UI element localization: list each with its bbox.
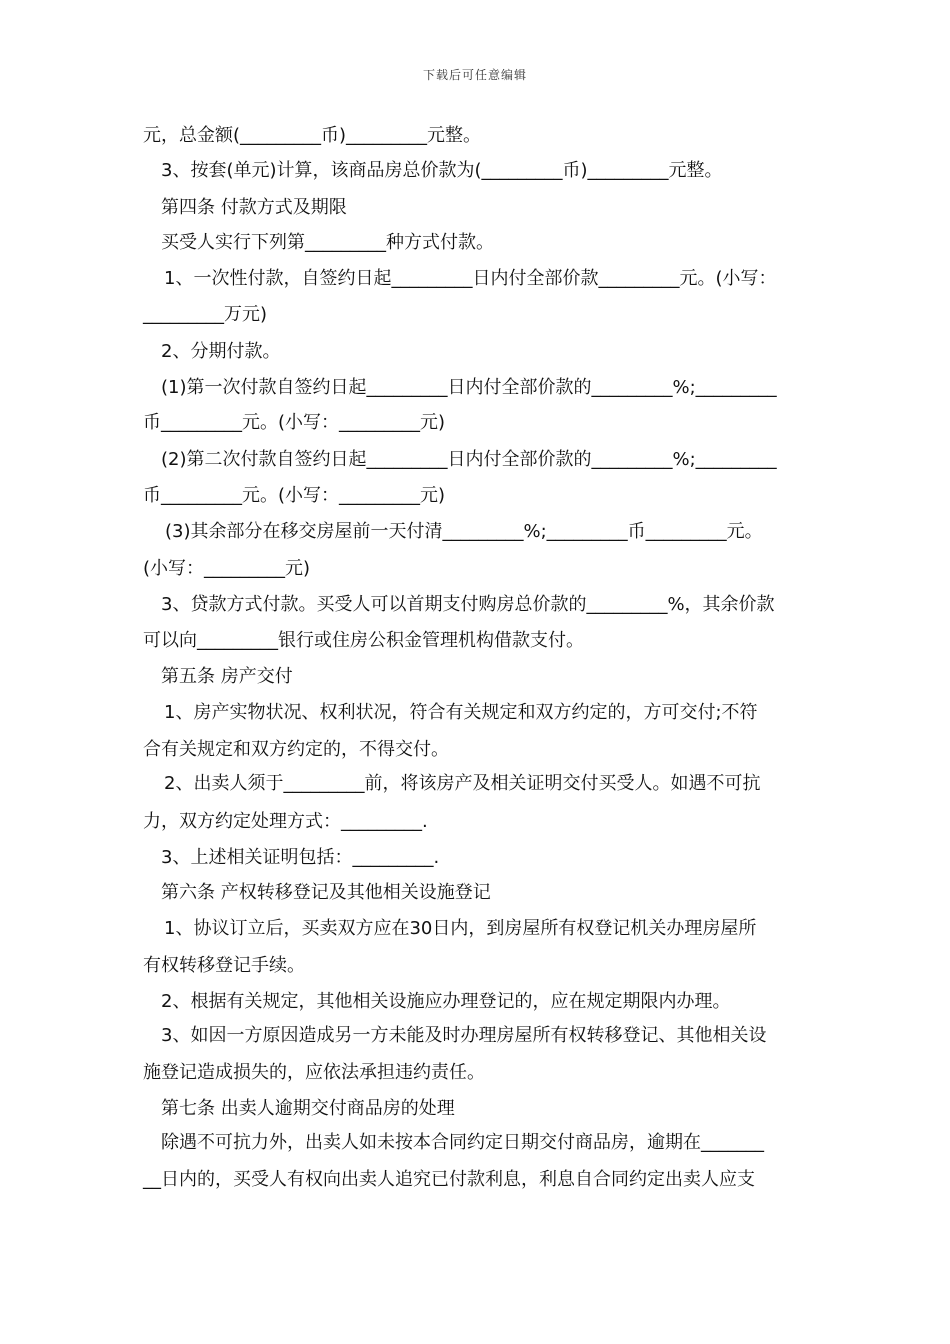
text-line: 施登记造成损失的，应依法承担违约责任。	[143, 1062, 485, 1083]
text-line: 2、分期付款。	[161, 341, 281, 362]
text-line: 合有关规定和双方约定的，不得交付。	[143, 739, 449, 760]
text-line: 有权转移登记手续。	[143, 955, 305, 976]
text-line: 1、协议订立后，买卖双方应在30日内，到房屋所有权登记机关办理房屋所	[164, 918, 757, 939]
page-header: 下载后可任意编辑	[422, 68, 527, 82]
text-line: 币_________元。(小写：_________元)	[143, 485, 446, 506]
section-heading: 第七条 出卖人逾期交付商品房的处理	[161, 1098, 455, 1119]
text-line: 3、贷款方式付款。买受人可以首期支付购房总价款的_________%，其余价款	[161, 594, 775, 615]
text-line: (3)其余部分在移交房屋前一天付清_________%;_________币_________元。	[165, 521, 763, 542]
section-heading: 第六条 产权转移登记及其他相关设施登记	[161, 882, 491, 903]
text-line: 1、房产实物状况、权利状况，符合有关规定和双方约定的，方可交付;不符	[164, 702, 758, 723]
section-heading: 第四条 付款方式及期限	[161, 197, 347, 218]
section-heading: 第五条 房产交付	[161, 666, 293, 687]
text-line: 3、按套(单元)计算，该商品房总价款为(_________币)_________元整。	[161, 160, 723, 181]
text-line: 币_________元。(小写：_________元)	[143, 412, 446, 433]
text-line: 买受人实行下列第_________种方式付款。	[161, 232, 494, 253]
text-line: 2、出卖人须于_________前，将该房产及相关证明交付买受人。如遇不可抗	[164, 773, 761, 794]
text-line: (2)第二次付款自签约日起_________日内付全部价款的_________%;_________	[161, 449, 777, 470]
text-line: 力，双方约定处理方式：_________.	[143, 811, 428, 832]
text-line: 3、如因一方原因造成另一方未能及时办理房屋所有权转移登记、其他相关设	[161, 1025, 767, 1046]
text-line: 除遇不可抗力外，出卖人如未按本合同约定日期交付商品房，逾期在_______	[161, 1132, 764, 1153]
text-line: __日内的，买受人有权向出卖人追究已付款利息，利息自合同约定出卖人应支	[143, 1169, 755, 1190]
text-line: _________万元)	[143, 304, 268, 325]
text-line: (小写：_________元)	[143, 558, 311, 579]
text-line: 元，总金额(_________币)_________元整。	[143, 125, 482, 146]
text-line: 可以向_________银行或住房公积金管理机构借款支付。	[143, 630, 584, 651]
text-line: 3、上述相关证明包括：_________.	[161, 847, 440, 868]
text-line: (1)第一次付款自签约日起_________日内付全部价款的_________%;_________	[161, 377, 777, 398]
text-line: 2、根据有关规定，其他相关设施应办理登记的，应在规定期限内办理。	[161, 991, 731, 1012]
text-line: 1、一次性付款，自签约日起_________日内付全部价款_________元。(小写：	[164, 268, 777, 289]
